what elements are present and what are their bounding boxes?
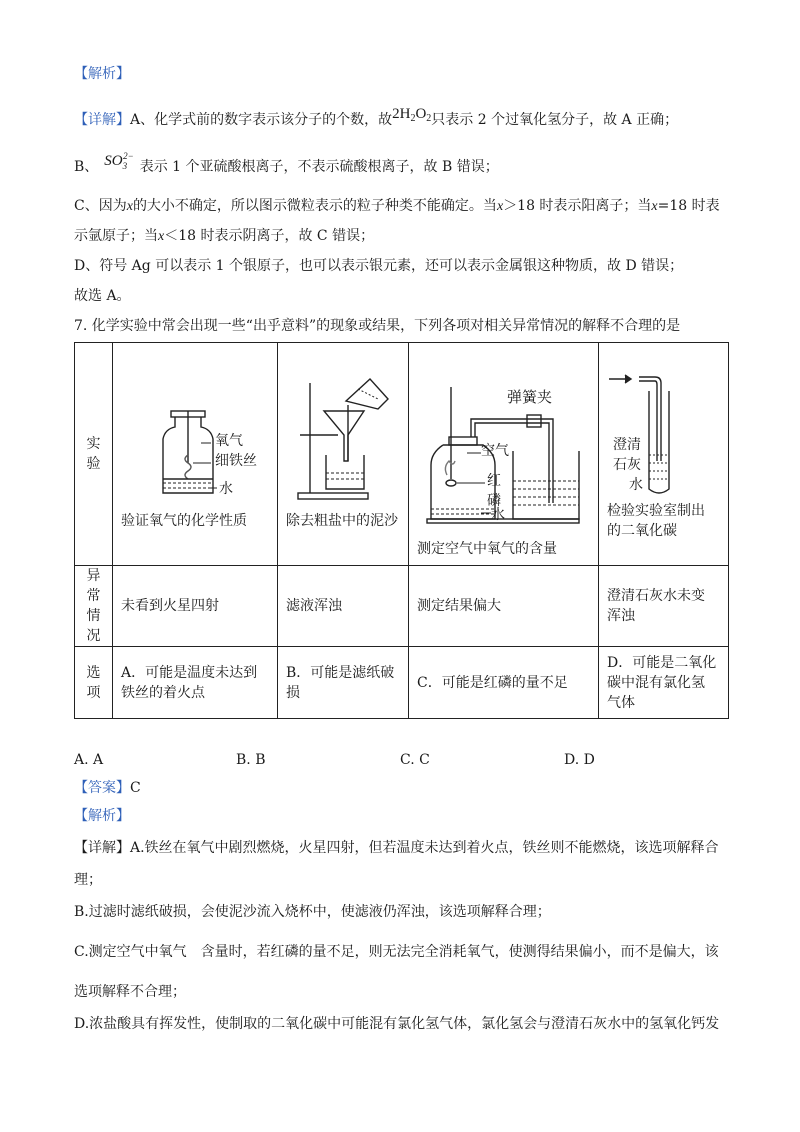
b-prefix: B、 <box>74 159 99 175</box>
abnormal-c: 测定结果偏大 <box>409 566 599 647</box>
option-c: C．可能是红磷的量不足 <box>409 647 599 719</box>
label-water: 水 <box>219 481 233 497</box>
q7-stem <box>74 316 680 336</box>
detail7-a1 <box>74 838 719 858</box>
label-water-d: 水 <box>629 477 643 493</box>
abnormal-a: 未看到火星四射 <box>113 566 278 647</box>
detail7-tag: 【详解】 <box>74 840 130 856</box>
detail-line-b <box>74 152 499 182</box>
exp-cell-c <box>409 343 599 566</box>
d-text: D、符号 Ag 可以表示 1 个银原子，也可以表示银元素，还可以表示金属银这种物质，故 D 错误； <box>74 258 684 274</box>
analysis-line <box>74 806 130 826</box>
caption-c: 测定空气中氧气的含量 <box>417 541 557 557</box>
var-x: x <box>651 199 658 214</box>
detail-line-d <box>74 256 683 276</box>
label-red: 红 <box>487 473 501 489</box>
answer-value: C <box>130 780 141 796</box>
detail7-b-text: B.过滤时滤纸破损，会使泥沙流入烧杯中，使滤液仍浑浊，该选项解释合理； <box>74 904 551 920</box>
row-head-experiment: 实 验 <box>75 343 113 566</box>
row-head-abnormal: 异 常 情 况 <box>75 566 113 647</box>
detail7-a-text: A.铁丝在氧气中剧烈燃烧，火星四射，但若温度未达到着火点，铁丝则不能燃烧，该选项解释合 <box>130 840 719 856</box>
q7-stem-text: 7. 化学实验中常会出现一些“出乎意料”的现象或结果，下列各项对相关异常情况的解释不合理的是 <box>74 318 681 334</box>
choice-b[interactable]: B. B <box>236 752 266 768</box>
abnormal-b: 滤液浑浊 <box>278 566 409 647</box>
var-x: x <box>158 229 165 244</box>
c-text-4: =18 时表 <box>657 198 720 214</box>
answer-choices <box>74 752 674 772</box>
c-text-1: C、因为 <box>74 198 127 214</box>
c-text-2: 的大小不确定，所以图示微粒表示的粒子种类不能确定。当 <box>132 198 497 214</box>
detail7-a2 <box>74 870 102 890</box>
detail7-d1 <box>74 1014 719 1034</box>
c-text-5: 示氩原子；当 <box>74 228 158 244</box>
conclusion-text: 故选 A。 <box>74 288 131 304</box>
detail7-c1 <box>74 942 719 962</box>
analysis-tag: 【解析】 <box>74 66 130 82</box>
h2o2-formula: 2H2O2 <box>392 106 432 124</box>
detail7-b <box>74 902 551 922</box>
label-clear: 澄清 <box>613 437 641 453</box>
b-text: 表示 1 个亚硫酸根离子，不表示硫酸根离子，故 B 错误； <box>139 159 499 175</box>
choice-a[interactable]: A. A <box>74 752 104 768</box>
exp-cell-a <box>113 343 278 566</box>
analysis-tag-2: 【解析】 <box>74 808 130 824</box>
section-tag-analysis <box>74 64 130 84</box>
filtration-diagram <box>278 343 409 565</box>
label-iron-wire: 细铁丝 <box>215 453 257 469</box>
q7-table <box>74 342 729 719</box>
detail7-a-text-2: 理； <box>74 872 102 888</box>
label-air: 空气 <box>481 443 509 459</box>
detail-tag: 【详解】 <box>74 112 130 128</box>
choice-c[interactable]: C. C <box>400 752 430 768</box>
caption-d: 检验实验室制出 的二氧化碳 <box>607 503 705 539</box>
detail7-d-text: D.浓盐酸具有挥发性，使制取的二氧化碳中可能混有氯化氢气体，氯化氢会与澄清石灰水中的氢氧化钙发 <box>74 1016 720 1032</box>
exp-cell-d <box>599 343 729 566</box>
var-x: x <box>126 199 133 214</box>
detail-line-c1 <box>74 196 720 217</box>
detail-line-c2 <box>74 226 374 247</box>
detail7-c2 <box>74 982 186 1002</box>
conclusion-line <box>74 286 131 306</box>
label-water-c: 水 <box>491 507 505 523</box>
detail-line-a <box>74 104 678 130</box>
option-a: A．可能是温度未达到 铁丝的着火点 <box>113 647 278 719</box>
label-clamp: 弹簧夹 <box>507 388 553 406</box>
detail-a-text: A、化学式前的数字表示该分子的个数，故 <box>130 112 393 128</box>
c-text-6: ＜18 时表示阴离子，故 C 错误； <box>164 228 375 244</box>
exp-cell-b <box>278 343 409 566</box>
caption-a: 验证氧气的化学性质 <box>121 513 247 529</box>
detail7-c-text-2: 选项解释不合理； <box>74 984 186 1000</box>
answer-line <box>74 778 141 798</box>
option-d: D．可能是二氧化 碳中混有氯化氢 气体 <box>599 647 729 719</box>
label-lime: 石灰 <box>613 457 641 473</box>
answer-tag: 【答案】 <box>74 780 130 796</box>
detail-a-text-2: 只表示 2 个过氧化氢分子，故 A 正确； <box>431 112 679 128</box>
sulfite-ion-formula: $SO_3^{2-}$ <box>104 151 134 171</box>
c-text-3: ＞18 时表示阳离子；当 <box>503 198 652 214</box>
label-phosphorus: 磷 <box>487 493 501 509</box>
detail7-c-text: C.测定空气中氧气 含量时，若红磷的量不足，则无法完全消耗氧气，使测得结果偏小，而不是偏大，该 <box>74 944 719 960</box>
var-x: x <box>496 199 504 214</box>
caption-b: 除去粗盐中的泥沙 <box>286 513 398 529</box>
row-head-options: 选 项 <box>75 647 113 719</box>
option-b: B．可能是滤纸破 损 <box>278 647 409 719</box>
abnormal-d: 澄清石灰水未变 浑浊 <box>599 566 729 647</box>
choice-d[interactable]: D. D <box>564 752 595 768</box>
label-oxygen: 氧气 <box>215 433 243 449</box>
